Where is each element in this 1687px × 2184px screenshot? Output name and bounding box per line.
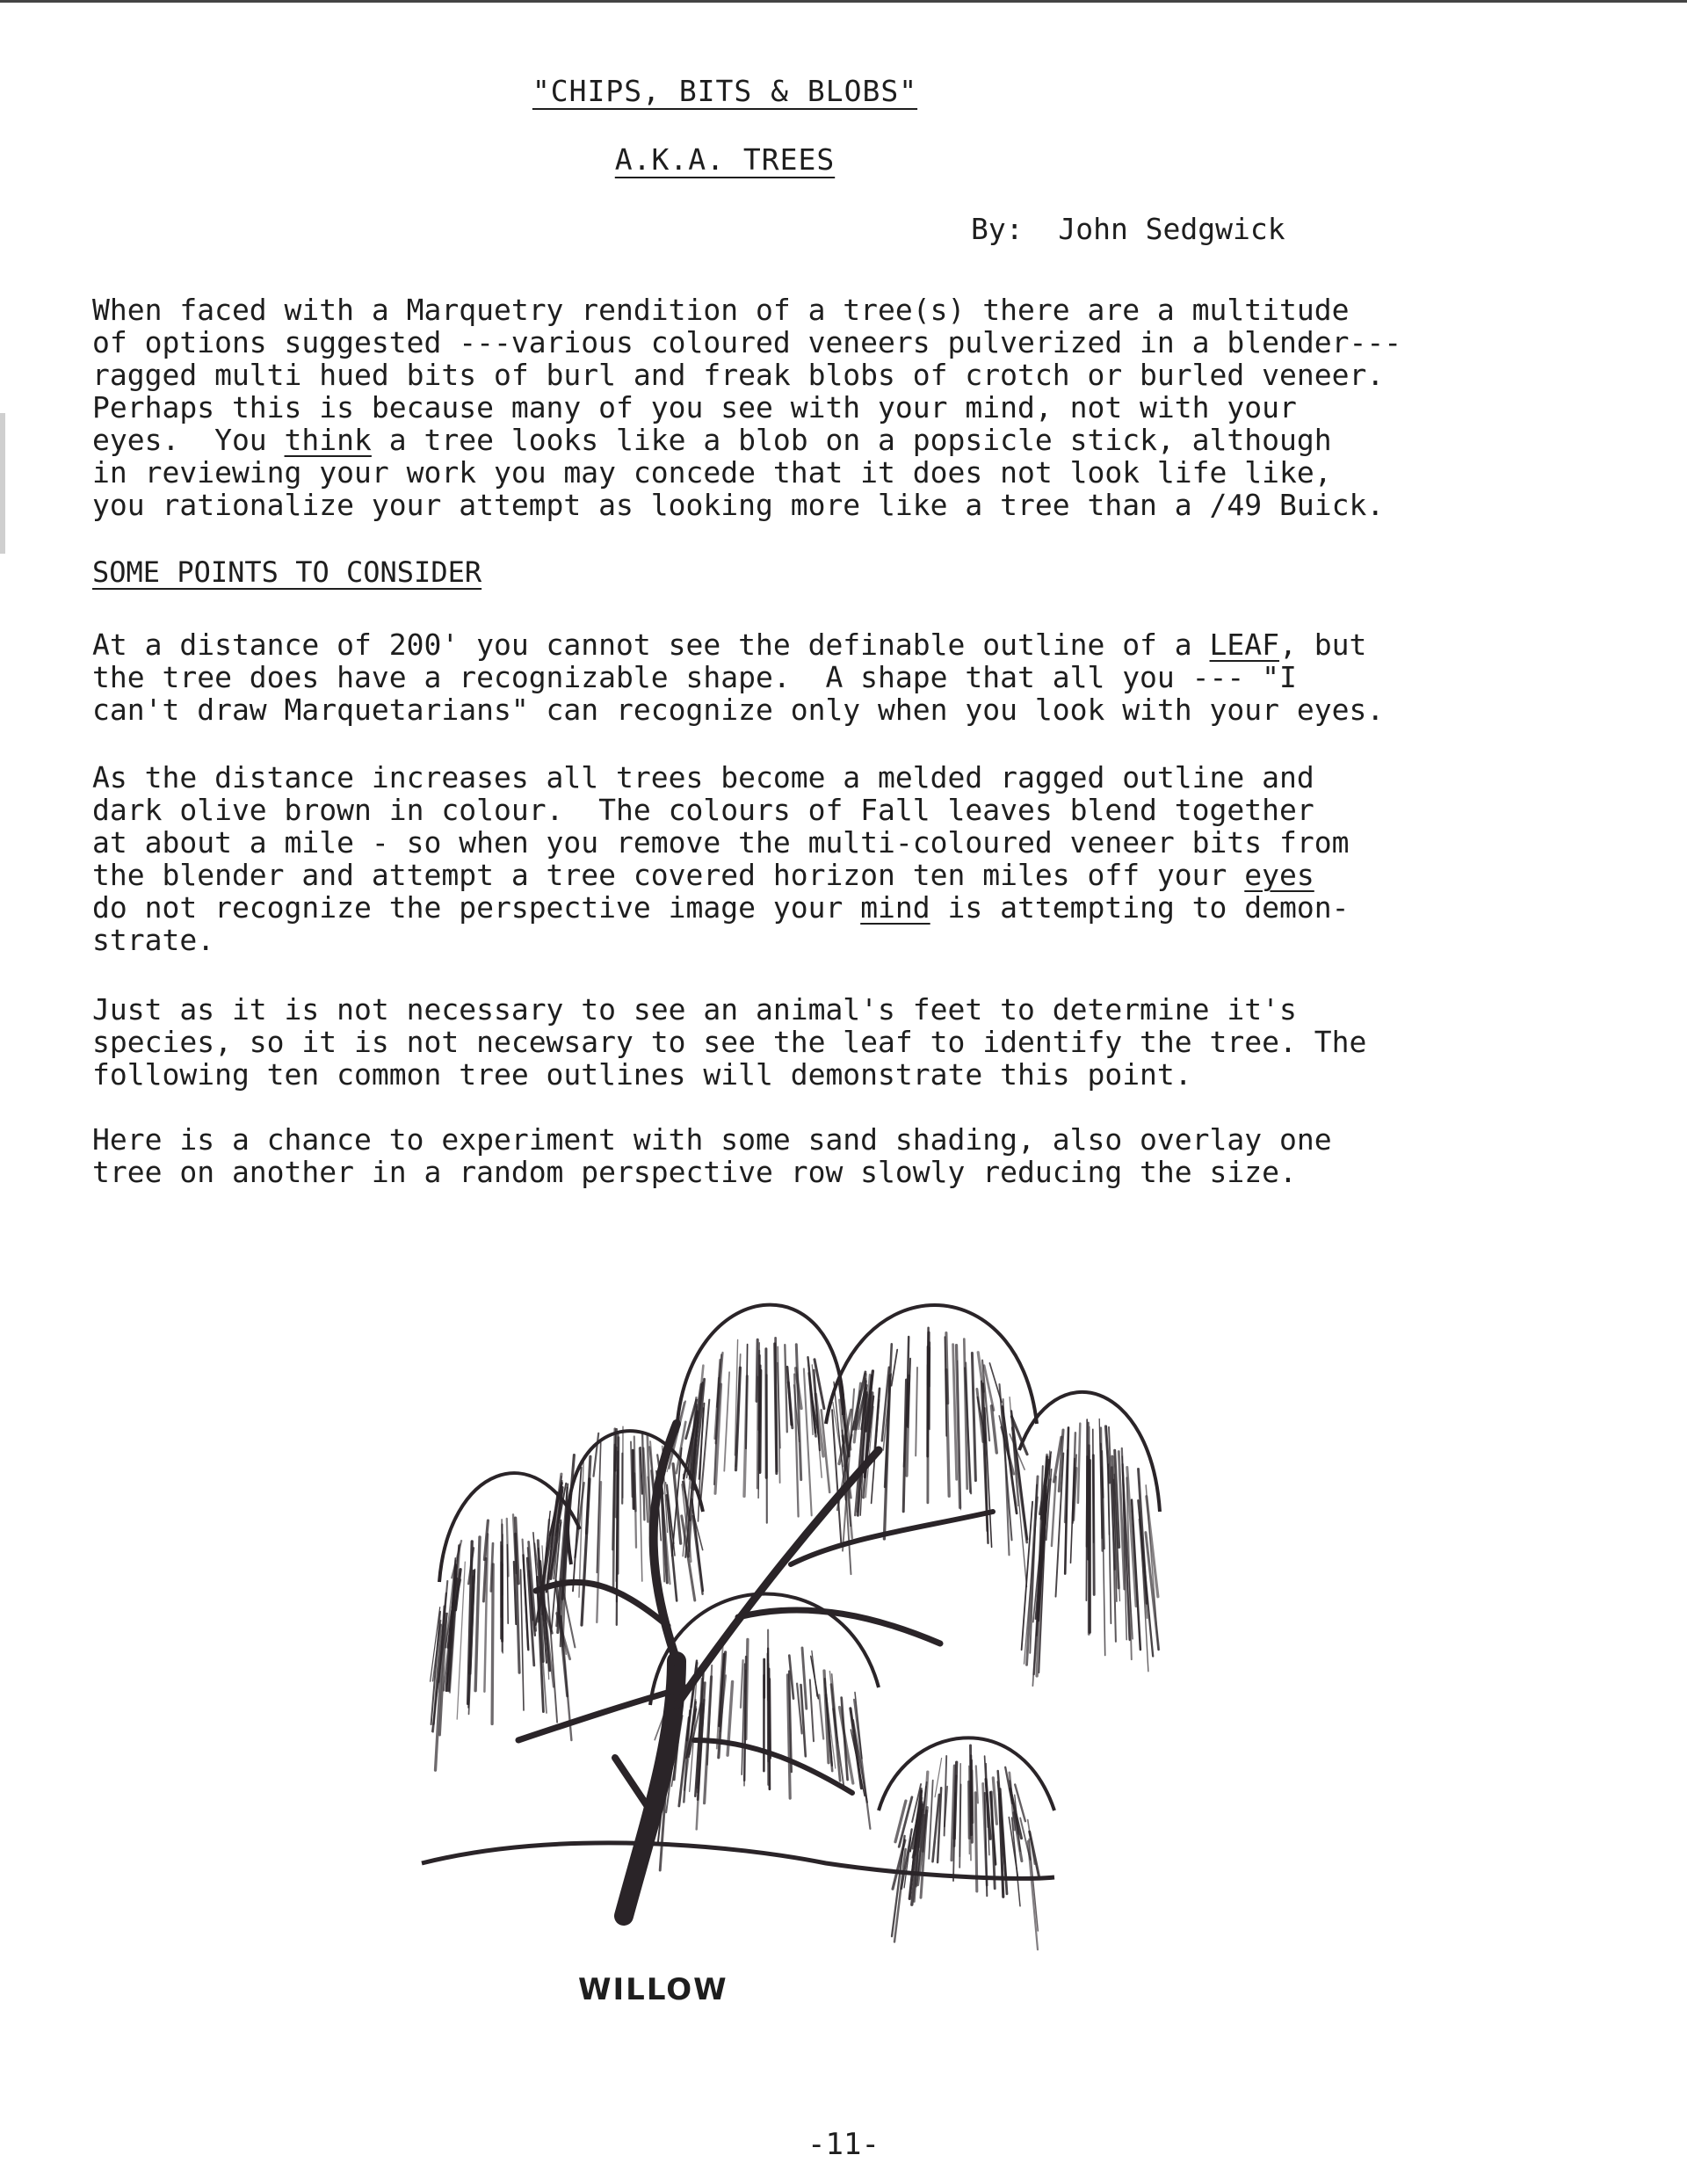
byline: By: John Sedgwick [971, 212, 1285, 246]
willow-strand [741, 1660, 743, 1708]
willow-strand [776, 1338, 778, 1471]
intro-paragraph: When faced with a Marquetry rendition of a tree(s) there are a multitude of options suggested ---various coloured veneers pulverized in a blender--- ragged multi hued bits of burl and freak blobs of crotch or burled veneer. Perhaps this is because many of you see with your mind, not with your eyes. You think a tree looks like a blob on a popsicle stick, although in reviewing your work you may concede that it does not look life like, you rationalize your attempt as looking more like a tree than a /49 Buick. [92, 293, 1402, 522]
willow-strand [724, 1372, 729, 1470]
willow-strand [587, 1456, 590, 1533]
willow-strand [993, 1778, 996, 1824]
scan-margin-mark [0, 413, 5, 554]
emphasis-think: think [284, 423, 372, 457]
emphasis-leaf: LEAF [1209, 628, 1280, 662]
willow-strand [770, 1679, 771, 1758]
willow-strand [613, 1429, 615, 1590]
willow-strand [1078, 1424, 1080, 1503]
willow-strand [892, 1350, 898, 1386]
willow-strand [929, 1781, 933, 1859]
willow-strand [778, 1346, 779, 1483]
figure-caption: WILLOW [578, 1972, 728, 2007]
willow-strand [1003, 1399, 1010, 1555]
willow-strand [757, 1376, 758, 1489]
willow-strand [1052, 1477, 1056, 1546]
willow-strand [521, 1570, 524, 1710]
willow-strand [812, 1651, 817, 1696]
page-number: -11- [807, 2127, 880, 2162]
willow-strand [492, 1564, 493, 1724]
species-paragraph: Just as it is not necessary to see an animal's feet to determine it's species, so it is not necewsary to see the leaf to identify the tree. The following ten common tree outlines will demonstrate this point. [92, 992, 1367, 1092]
willow-strand [810, 1680, 814, 1741]
willow-strand [969, 1766, 970, 1854]
willow-strand [1093, 1455, 1094, 1595]
willow-strand [634, 1473, 636, 1511]
willow-strand [991, 1406, 996, 1453]
section-heading: SOME POINTS TO CONSIDER [92, 555, 482, 589]
willow-strand [972, 1771, 973, 1823]
willow-tree-icon [387, 1248, 1177, 2021]
willow-strand [819, 1694, 823, 1738]
willow-strand [693, 1516, 703, 1594]
distance-paragraph: At a distance of 200' you cannot see the definable outline of a LEAF, but the tree does have a recognizable shape. A shape that all you --- "I can't draw Marquetarians" can recognize only when you look with your eyes. [92, 628, 1385, 727]
willow-strand [594, 1433, 599, 1477]
emphasis-mind: mind [860, 890, 930, 925]
article-title: "CHIPS, BITS & BLOBS" [532, 74, 918, 108]
willow-strand [475, 1537, 480, 1691]
willow-strand [916, 1368, 917, 1456]
willow-strand [760, 1370, 761, 1472]
willow-strand [842, 1698, 848, 1780]
willow-strand [746, 1639, 748, 1738]
emphasis-eyes: eyes [1244, 858, 1314, 892]
article-subtitle: A.K.A. TREES [614, 142, 836, 177]
willow-strand [972, 1353, 975, 1481]
colour-paragraph: As the distance increases all trees become a melded ragged outline and dark olive brown in colour. The colours of Fall leaves blend together at about a mile - so when you remove the multi-coloured veneer bits from the blender and attempt a tree covered horizon ten miles off your eyes do not recognize the perspective image your mind is attempting to demon- strate. [92, 760, 1350, 957]
willow-strand [617, 1469, 618, 1519]
top-rule [0, 0, 1687, 3]
willow-strand [854, 1700, 870, 1829]
willow-strand [1087, 1456, 1088, 1547]
willow-strand [507, 1545, 508, 1624]
experiment-paragraph: Here is a chance to experiment with some sand shading, also overlay one tree on another in a random perspective row slowly reducing the size. [92, 1122, 1332, 1189]
willow-strand [785, 1345, 787, 1432]
